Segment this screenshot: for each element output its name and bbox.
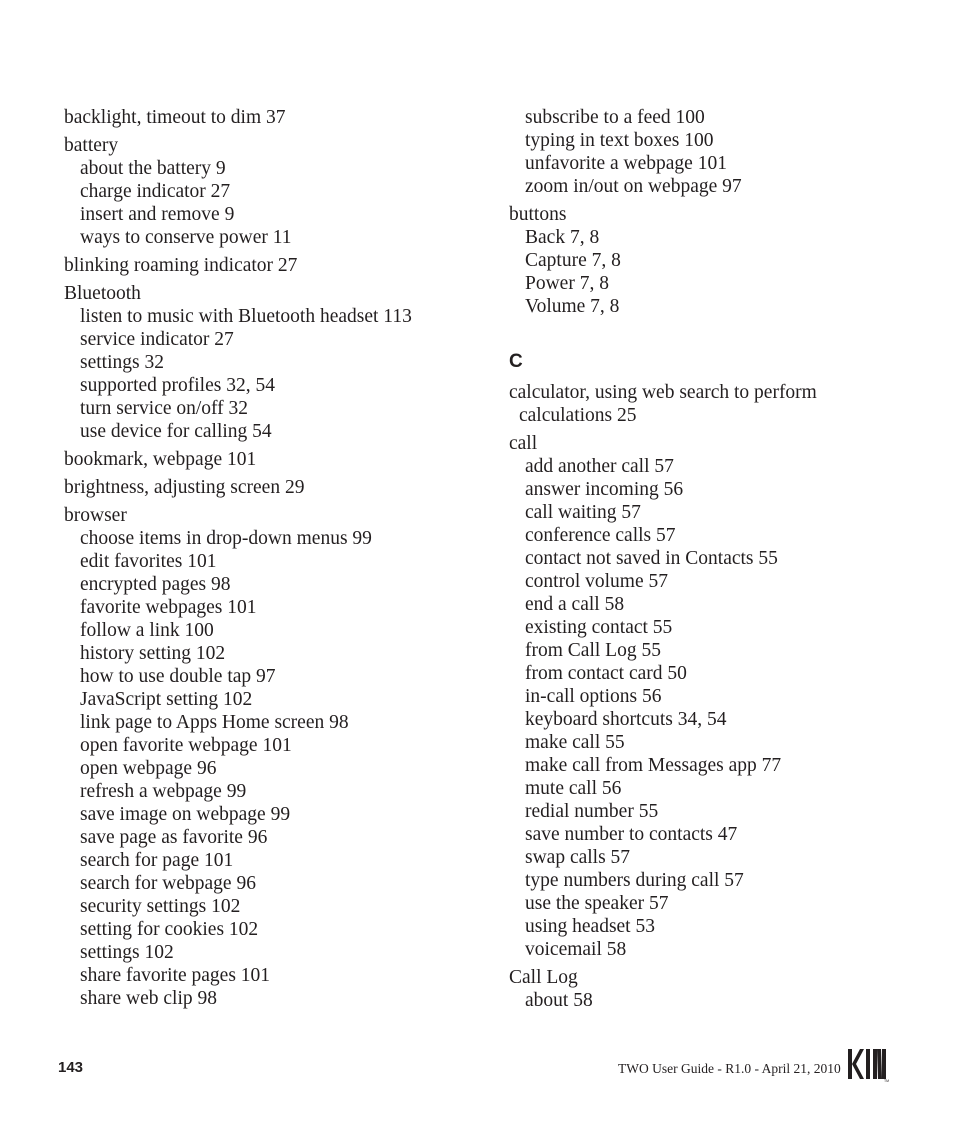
index-group-c xyxy=(509,381,929,1012)
index-subentry: mute call 56 xyxy=(525,778,622,799)
index-subentry: turn service on/off 32 xyxy=(80,398,249,419)
index-subentry: keyboard shortcuts 34, 54 xyxy=(525,709,727,730)
index-entry xyxy=(64,448,484,471)
index-subentry: insert and remove 9 xyxy=(80,204,235,225)
index-term-continuation: calculations 25 xyxy=(519,405,637,426)
index-subentry: Power 7, 8 xyxy=(525,273,609,294)
index-subentry: supported profiles 32, 54 xyxy=(80,375,275,396)
index-subentry: ways to conserve power 11 xyxy=(80,227,292,248)
index-term: bookmark, webpage 101 xyxy=(64,449,257,470)
index-subentry: Back 7, 8 xyxy=(525,227,600,248)
index-subentry: typing in text boxes 100 xyxy=(525,130,714,151)
page-number: 143 xyxy=(58,1059,84,1076)
index-subentry: from Call Log 55 xyxy=(525,640,661,661)
index-subentry: swap calls 57 xyxy=(525,847,631,868)
index-subentry: make call from Messages app 77 xyxy=(525,755,782,776)
index-entry xyxy=(64,106,484,129)
index-subentry: follow a link 100 xyxy=(80,620,214,641)
index-subentry: subscribe to a feed 100 xyxy=(525,107,705,128)
index-subentry: charge indicator 27 xyxy=(80,181,231,202)
index-entry xyxy=(64,282,484,443)
index-subentry: listen to music with Bluetooth headset 113 xyxy=(80,306,412,327)
index-subentry: voicemail 58 xyxy=(525,939,627,960)
index-subentry: about the battery 9 xyxy=(80,158,226,179)
index-subentry: using headset 53 xyxy=(525,916,655,937)
index-subentry: how to use double tap 97 xyxy=(80,666,276,687)
index-subentry: share favorite pages 101 xyxy=(80,965,271,986)
index-subentry: refresh a webpage 99 xyxy=(80,781,247,802)
index-subentry: encrypted pages 98 xyxy=(80,574,231,595)
index-subentry: edit favorites 101 xyxy=(80,551,217,572)
index-subentry: JavaScript setting 102 xyxy=(80,689,253,710)
index-subentry: type numbers during call 57 xyxy=(525,870,744,891)
index-column-right xyxy=(509,106,929,1017)
index-term: backlight, timeout to dim 37 xyxy=(64,107,286,128)
index-subentry: search for page 101 xyxy=(80,850,234,871)
index-column-left xyxy=(64,106,484,1015)
index-subentry: save number to contacts 47 xyxy=(525,824,738,845)
index-subentry: about 58 xyxy=(525,990,593,1011)
index-entry xyxy=(64,254,484,277)
index-subentry: control volume 57 xyxy=(525,571,668,592)
index-subentry: unfavorite a webpage 101 xyxy=(525,153,727,174)
index-subentry: share web clip 98 xyxy=(80,988,217,1009)
index-subentry: Volume 7, 8 xyxy=(525,296,620,317)
index-entry xyxy=(509,381,929,427)
index-subentry: settings 32 xyxy=(80,352,164,373)
index-subentry: redial number 55 xyxy=(525,801,659,822)
footer-guide-text: TWO User Guide - R1.0 - April 21, 2010 xyxy=(618,1061,841,1076)
index-subentry: use device for calling 54 xyxy=(80,421,272,442)
index-entry xyxy=(64,504,484,1010)
index-term: Bluetooth xyxy=(64,283,141,304)
index-subentry: call waiting 57 xyxy=(525,502,641,523)
index-subentry: save image on webpage 99 xyxy=(80,804,291,825)
index-group-b-continued xyxy=(509,106,929,318)
index-entry xyxy=(509,432,929,961)
index-term: brightness, adjusting screen 29 xyxy=(64,477,305,498)
index-subentry: search for webpage 96 xyxy=(80,873,256,894)
index-entry xyxy=(509,106,929,198)
index-subentry: settings 102 xyxy=(80,942,174,963)
kin-logo xyxy=(846,1047,890,1083)
index-term: battery xyxy=(64,135,119,156)
index-term: browser xyxy=(64,505,127,526)
index-entry xyxy=(509,966,929,1012)
section-letter-c: C xyxy=(509,351,523,372)
index-subentry: in-call options 56 xyxy=(525,686,662,707)
index-subentry: use the speaker 57 xyxy=(525,893,669,914)
index-subentry: zoom in/out on webpage 97 xyxy=(525,176,742,197)
index-subentry: Capture 7, 8 xyxy=(525,250,621,271)
index-subentry: security settings 102 xyxy=(80,896,241,917)
svg-text:TM: TM xyxy=(884,1079,890,1083)
index-subentry: conference calls 57 xyxy=(525,525,676,546)
index-subentry: open webpage 96 xyxy=(80,758,217,779)
index-subentry: from contact card 50 xyxy=(525,663,687,684)
index-term: Call Log xyxy=(509,967,578,988)
index-subentry: contact not saved in Contacts 55 xyxy=(525,548,778,569)
index-subentry: end a call 58 xyxy=(525,594,625,615)
index-subentry: open favorite webpage 101 xyxy=(80,735,292,756)
index-term: calculator, using web search to perform xyxy=(509,382,817,403)
index-subentry: save page as favorite 96 xyxy=(80,827,268,848)
index-term: call xyxy=(509,433,538,454)
index-entry xyxy=(64,476,484,499)
index-subentry: history setting 102 xyxy=(80,643,226,664)
index-subentry: make call 55 xyxy=(525,732,625,753)
index-subentry: choose items in drop-down menus 99 xyxy=(80,528,372,549)
index-subentry: service indicator 27 xyxy=(80,329,234,350)
index-subentry: answer incoming 56 xyxy=(525,479,684,500)
index-entry xyxy=(509,203,929,318)
index-subentry: favorite webpages 101 xyxy=(80,597,257,618)
index-subentry: add another call 57 xyxy=(525,456,674,477)
index-term: buttons xyxy=(509,204,567,225)
index-subentry: setting for cookies 102 xyxy=(80,919,259,940)
index-subentry: existing contact 55 xyxy=(525,617,673,638)
index-subentry: link page to Apps Home screen 98 xyxy=(80,712,349,733)
index-entry xyxy=(64,134,484,249)
index-term: blinking roaming indicator 27 xyxy=(64,255,298,276)
